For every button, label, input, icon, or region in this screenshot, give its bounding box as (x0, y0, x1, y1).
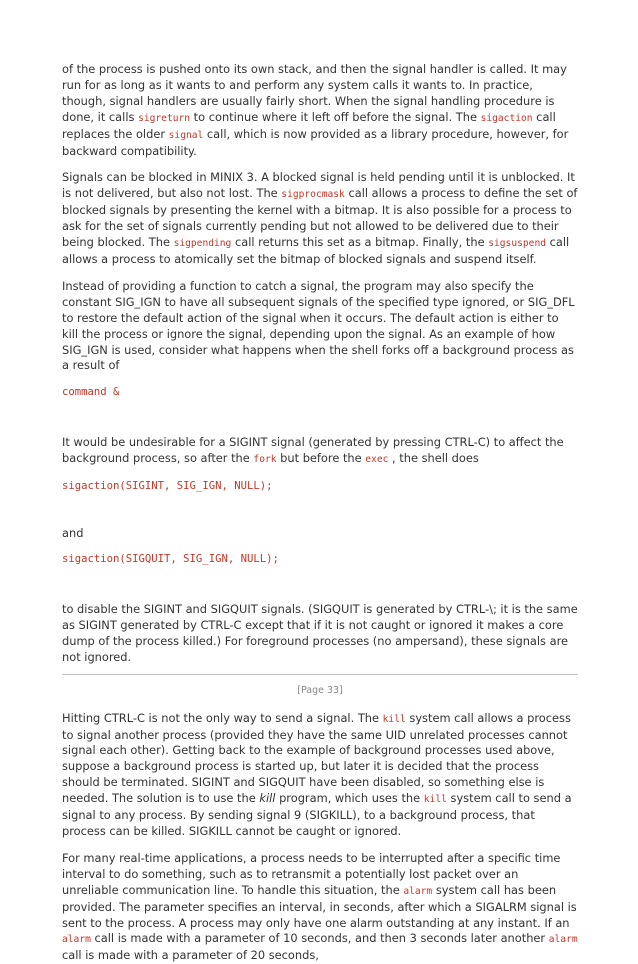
italic-kill-program: kill (259, 791, 276, 806)
code-kill: kill (423, 794, 447, 806)
text-run: but before the (276, 451, 366, 466)
text-run: Hitting CTRL-C is not the only way to send a signal. The (62, 710, 383, 725)
text-run: to continue where it left off before the signal. The (190, 109, 481, 124)
text-run: call is made with a parameter of 10 seconds, and then 3 seconds later another (90, 931, 549, 946)
code-alarm: alarm (403, 885, 433, 897)
code-sigreturn: sigreturn (138, 112, 191, 124)
paragraph-alarm (62, 851, 578, 964)
code-sigaction: sigaction (480, 112, 533, 124)
text-run: call, which is now provided as a library procedure, however, for backward compatibility. (62, 126, 569, 158)
paragraph-blocked-signals (62, 170, 578, 267)
paragraph-signal-handler (62, 62, 578, 159)
text-run: system call has been provided. The parameter specifies an interval, in seconds, after which a SIGALRM signal is sent to the process. A process may only have one alarm outstanding at any instant. If an (62, 882, 577, 930)
code-fork: fork (253, 454, 277, 466)
code-exec: exec (365, 454, 389, 466)
text-run: Signals can be blocked in MINIX 3. A blocked signal is held pending until it is unblocked. It is not delivered, but also not lost. The (62, 170, 575, 201)
text-run: call allows a process to atomically set the bitmap of blocked signals and suspend itself. (62, 235, 570, 266)
text-run: , the shell does (388, 451, 479, 466)
page-divider (62, 674, 578, 675)
paragraph-kill (62, 711, 578, 840)
code-sigpending: sigpending (173, 238, 232, 250)
text-run: system call to send a signal to any process. By sending signal 9 (SIGKILL), to a background process, that process can be killed. SIGKILL cannot be caught or ignored. (62, 791, 572, 838)
code-alarm: alarm (62, 934, 91, 946)
paragraph-and: and (62, 526, 84, 541)
code-kill: kill (382, 713, 406, 725)
paragraph-disable-signals: to disable the SIGINT and SIGQUIT signals. (SIGQUIT is generated by CTRL-\; it is the same as SIGINT generated by CTRL-C except that if it is not caught or ignored it makes a core dump of the process killed.) For foreground processes (no ampersand), these signals are not ignored. (62, 602, 578, 664)
paragraph-sig-ign: Instead of providing a function to catch a signal, the program may also specify the constant SIG_IGN to have all subsequent signals of the specified type ignored, or SIG_DFL to restore the default action of the signal when it occurs. The default action is either to kill the process or ignore the signal, depending upon the signal. As an example of how SIG_IGN is used, consider what happens when the shell forks off a background process as a result of (62, 278, 575, 373)
text-run: call returns this set as a bitmap. Finally, the (231, 235, 489, 250)
code-signal: signal (168, 129, 204, 141)
text-run: It would be undesirable for a SIGINT signal (generated by pressing CTRL-C) to affect the background process, so after the (62, 435, 564, 466)
text-run: call allows a process to define the set of blocked signals by presenting the kernel with a bitmap. It is also possible for a process to ask for the set of signals currently pending but not allowed to be delivered due to their being blocked. The (62, 186, 578, 250)
text-run: of the process is pushed onto its own stack, and then the signal handler is called. It may run for as long as it wants to and perform any system calls it wants to. In practice, though, signal handlers are usually fairly short. When the signal handling procedure is done, it calls (62, 62, 567, 124)
code-sigsuspend: sigsuspend (488, 238, 546, 250)
text-run: call is made with a parameter of 20 seconds, (62, 948, 319, 963)
text-run: system call allows a process to signal another process (provided they have the same UID unrelated processes cannot signal each other). Getting back to the example of background processes used above, suppose a background process is started up, but later it is decided that the process should be terminated. SIGINT and SIGQUIT have been disabled, so something else is needed. The solution is to use the (62, 710, 571, 806)
code-block-command: command & (62, 386, 120, 399)
code-alarm: alarm (548, 934, 578, 946)
page-number-label: [Page 33] (297, 684, 343, 696)
code-block-sigaction-sigint: sigaction(SIGINT, SIG_IGN, NULL); (62, 480, 273, 493)
text-run: call replaces the older (62, 109, 556, 141)
text-run: program, which uses the (275, 791, 424, 806)
document-page (62, 62, 578, 964)
code-block-sigaction-sigquit: sigaction(SIGQUIT, SIG_IGN, NULL); (62, 553, 279, 566)
paragraph-sigint-background (62, 435, 578, 468)
text-run: For many real-time applications, a process needs to be interrupted after a specific time interval to do something, such as to retransmit a potentially lost packet over an unreliable communication line. To handle this situation, the (62, 850, 561, 897)
code-sigprocmask: sigprocmask (281, 189, 345, 201)
